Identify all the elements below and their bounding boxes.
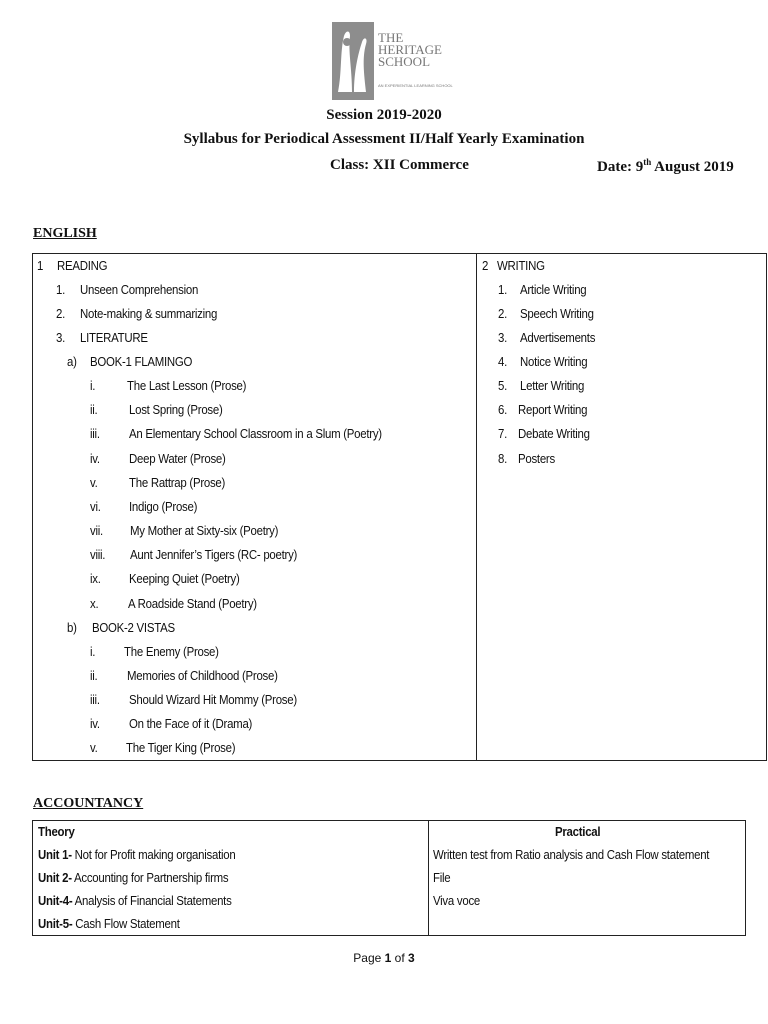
date-label: Date: 9th August 2019: [597, 157, 734, 175]
session-title: Session 2019-2020: [326, 107, 442, 123]
reading-heading: READING: [57, 258, 108, 273]
list-item: Unseen Comprehension: [80, 282, 199, 297]
list-item: Advertisements: [520, 330, 596, 345]
list-item-number: 2.: [56, 306, 66, 321]
list-item: Report Writing: [518, 402, 588, 417]
chapter-item: The Last Lesson (Prose): [127, 378, 247, 393]
list-item-number: 1.: [498, 282, 508, 297]
chapter-number: iv.: [90, 451, 100, 466]
accountancy-section-title: ACCOUNTANCY: [33, 796, 144, 811]
book1-label: a): [67, 354, 77, 369]
english-section-title: ENGLISH: [33, 226, 97, 241]
list-item: Notice Writing: [520, 354, 588, 369]
english-syllabus-table: [32, 253, 768, 763]
chapter-number: viii.: [90, 547, 106, 562]
chapter-number: ix.: [90, 571, 101, 586]
theory-header: Theory: [38, 824, 75, 839]
logo-name: THE HERITAGE SCHOOL: [378, 30, 442, 69]
list-item-number: 8.: [498, 451, 508, 466]
list-item-number: 2.: [498, 306, 508, 321]
list-item: Debate Writing: [518, 426, 590, 441]
chapter-item: Lost Spring (Prose): [129, 402, 223, 417]
chapter-item: Deep Water (Prose): [129, 451, 226, 466]
list-item-number: 3.: [498, 330, 508, 345]
book2-label: b): [67, 620, 77, 635]
list-item-number: 3.: [56, 330, 66, 345]
chapter-number: x.: [90, 596, 99, 611]
book1-title: BOOK-1 FLAMINGO: [90, 354, 193, 369]
chapter-number: iv.: [90, 716, 100, 731]
chapter-number: ii.: [90, 402, 98, 417]
theory-unit: Unit 1- Not for Profit making organisation: [38, 847, 236, 862]
list-item-number: 7.: [498, 426, 508, 441]
list-item: Article Writing: [520, 282, 587, 297]
chapter-item: On the Face of it (Drama): [129, 716, 253, 731]
theory-unit: Unit 2- Accounting for Partnership firms: [38, 870, 229, 885]
list-item: Posters: [518, 451, 555, 466]
list-item: Letter Writing: [520, 378, 585, 393]
chapter-number: i.: [90, 378, 96, 393]
chapter-number: v.: [90, 475, 98, 490]
book2-title: BOOK-2 VISTAS: [92, 620, 175, 635]
practical-header: Practical: [555, 824, 601, 839]
chapter-item: Memories of Childhood (Prose): [127, 668, 278, 683]
chapter-number: vi.: [90, 499, 101, 514]
theory-unit: Unit-4- Analysis of Financial Statements: [38, 893, 232, 908]
chapter-number: v.: [90, 740, 98, 755]
logo-emblem-icon: [332, 22, 374, 100]
chapter-item: Keeping Quiet (Poetry): [129, 571, 240, 586]
chapter-number: vii.: [90, 523, 103, 538]
chapter-item: My Mother at Sixty-six (Poetry): [130, 523, 279, 538]
chapter-item: The Rattrap (Prose): [129, 475, 226, 490]
chapter-item: The Enemy (Prose): [124, 644, 219, 659]
practical-item: Written test from Ratio analysis and Cash Flow statement: [433, 847, 710, 862]
chapter-number: i.: [90, 644, 96, 659]
list-item-number: 1.: [56, 282, 66, 297]
class-label: Class: XII Commerce: [330, 157, 469, 173]
chapter-item: Aunt Jennifer’s Tigers (RC- poetry): [130, 547, 298, 562]
chapter-item: Indigo (Prose): [129, 499, 198, 514]
syllabus-title: Syllabus for Periodical Assessment II/Half Yearly Examination: [183, 131, 585, 147]
chapter-number: ii.: [90, 668, 98, 683]
chapter-number: iii.: [90, 692, 100, 707]
chapter-item: Should Wizard Hit Mommy (Prose): [129, 692, 297, 707]
school-logo: [332, 22, 453, 102]
list-item-number: 5.: [498, 378, 508, 393]
writing-heading: WRITING: [497, 258, 545, 273]
chapter-item: The Tiger King (Prose): [126, 740, 236, 755]
theory-unit: Unit-5- Cash Flow Statement: [38, 916, 180, 931]
list-item: LITERATURE: [80, 330, 148, 345]
practical-item: File: [433, 870, 451, 885]
chapter-item: An Elementary School Classroom in a Slum (Poetry): [129, 426, 382, 441]
logo-tagline: AN EXPERIENTIAL LEARNING SCHOOL: [378, 83, 453, 88]
list-item: Speech Writing: [520, 306, 594, 321]
chapter-number: iii.: [90, 426, 100, 441]
writing-number: 2: [482, 258, 489, 273]
chapter-item: A Roadside Stand (Poetry): [128, 596, 257, 611]
list-item-number: 6.: [498, 402, 508, 417]
column-divider: [428, 821, 429, 935]
column-divider: [476, 253, 477, 761]
practical-item: Viva voce: [433, 893, 481, 908]
reading-number: 1: [37, 258, 44, 273]
page-number: Page 1 of 3: [353, 951, 415, 965]
list-item: Note-making & summarizing: [80, 306, 218, 321]
list-item-number: 4.: [498, 354, 508, 369]
accountancy-syllabus-table: [32, 820, 746, 936]
